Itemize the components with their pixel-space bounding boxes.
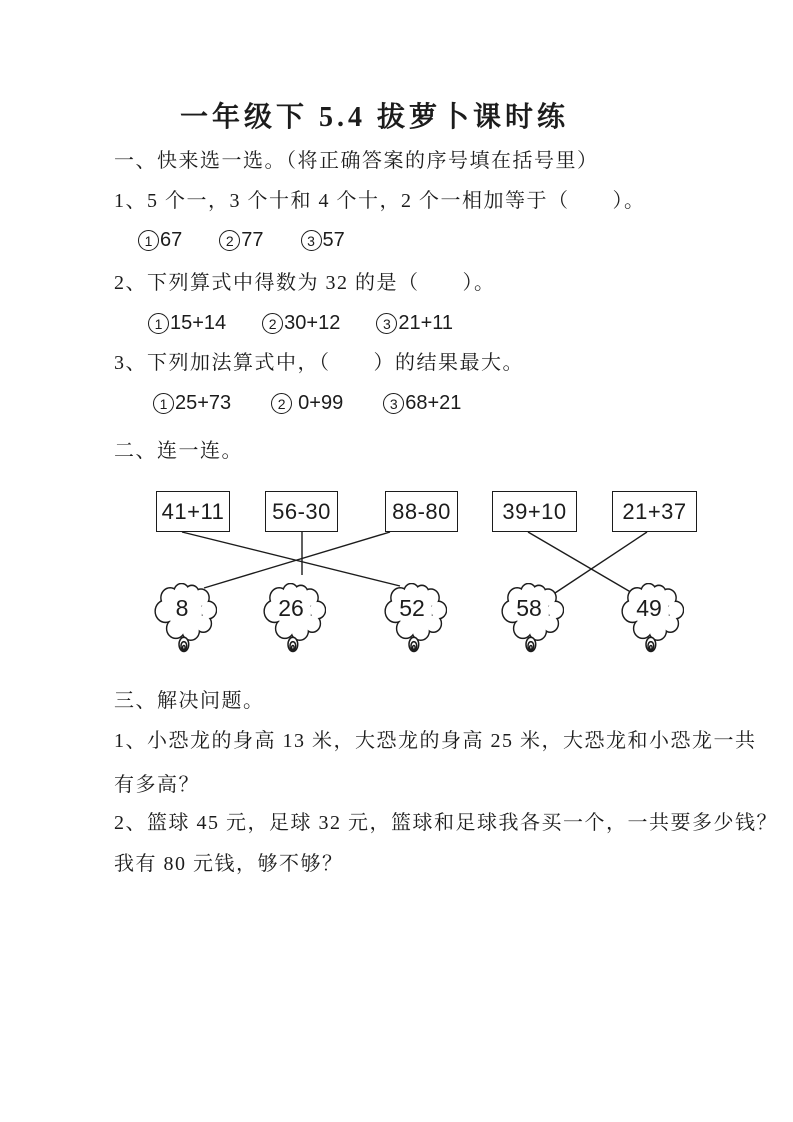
option-value: 0+99 <box>298 392 344 414</box>
circled-number-icon: 1 <box>153 393 174 414</box>
answer-cloud-5 <box>620 583 684 653</box>
circled-number-icon: 1 <box>148 313 169 334</box>
expression-box-2: 56-30 <box>265 491 338 532</box>
section1-heading: 一、快来选一选。（将正确答案的序号填在括号里） <box>114 150 599 172</box>
page-title: 一年级下 5.4 拔萝卜课时练 <box>180 102 570 133</box>
section3-heading: 三、解决问题。 <box>114 690 265 712</box>
problem-1-line-1: 1、小恐龙的身高 13 米，大恐龙的身高 25 米，大恐龙和小恐龙一共 <box>114 730 757 752</box>
circled-number-icon: 3 <box>383 393 404 414</box>
answer-value: 49 <box>636 595 662 621</box>
option-3-3 <box>383 392 461 415</box>
circled-number-icon: 2 <box>219 230 240 251</box>
question-1-options <box>138 229 345 252</box>
option-2-1 <box>148 312 226 335</box>
circled-number-icon: 3 <box>301 230 322 251</box>
answer-value: 58 <box>516 595 542 621</box>
problem-1-line-2: 有多高？ <box>114 774 200 796</box>
answer-cloud-4 <box>500 583 564 653</box>
option-1-1 <box>138 229 182 252</box>
answer-value: 8 <box>175 595 189 621</box>
answer-cloud-3 <box>383 583 447 653</box>
answer-cloud-1 <box>153 583 217 653</box>
option-value: 25+73 <box>175 392 232 414</box>
expression-box-3: 88-80 <box>385 491 458 532</box>
problem-2-line-2: 我有 80 元钱，够不够？ <box>114 853 344 875</box>
problem-2-line-1: 2、篮球 45 元，足球 32 元，篮球和足球我各买一个，一共要多少钱？ <box>114 812 778 834</box>
question-1-text: 1、5 个一，3 个十和 4 个十，2 个一相加等于（ ）。 <box>114 190 646 212</box>
section2-heading: 二、连一连。 <box>114 440 243 462</box>
question-2-text: 2、下列算式中得数为 32 的是（ ）。 <box>114 272 496 294</box>
option-2-3 <box>376 312 453 335</box>
circled-number-icon: 2 <box>271 393 292 414</box>
circled-number-icon: 3 <box>376 313 397 334</box>
option-value: 77 <box>241 229 264 251</box>
answer-value: 52 <box>399 595 425 621</box>
question-3-options <box>153 392 461 415</box>
expression-box-4: 39+10 <box>492 491 577 532</box>
question-3-text: 3、下列加法算式中，（ ）的结果最大。 <box>114 352 524 374</box>
option-1-2 <box>219 229 263 252</box>
connection-line-1 <box>182 532 400 586</box>
option-value: 30+12 <box>284 312 341 334</box>
option-value: 68+21 <box>405 392 462 414</box>
option-value: 57 <box>322 229 345 251</box>
option-1-3 <box>301 229 345 252</box>
answer-cloud-2 <box>262 583 326 653</box>
answer-value: 26 <box>278 595 304 621</box>
option-value: 21+11 <box>398 312 454 334</box>
circled-number-icon: 2 <box>262 313 283 334</box>
circled-number-icon: 1 <box>138 230 159 251</box>
question-2-options <box>148 312 453 335</box>
expression-box-5: 21+37 <box>612 491 697 532</box>
option-value: 15+14 <box>170 312 227 334</box>
option-2-2 <box>262 312 340 335</box>
expression-box-1: 41+11 <box>156 491 230 532</box>
option-3-2 <box>271 392 343 415</box>
option-value: 67 <box>160 229 183 251</box>
connection-line-3 <box>204 532 390 588</box>
option-3-1 <box>153 392 231 415</box>
